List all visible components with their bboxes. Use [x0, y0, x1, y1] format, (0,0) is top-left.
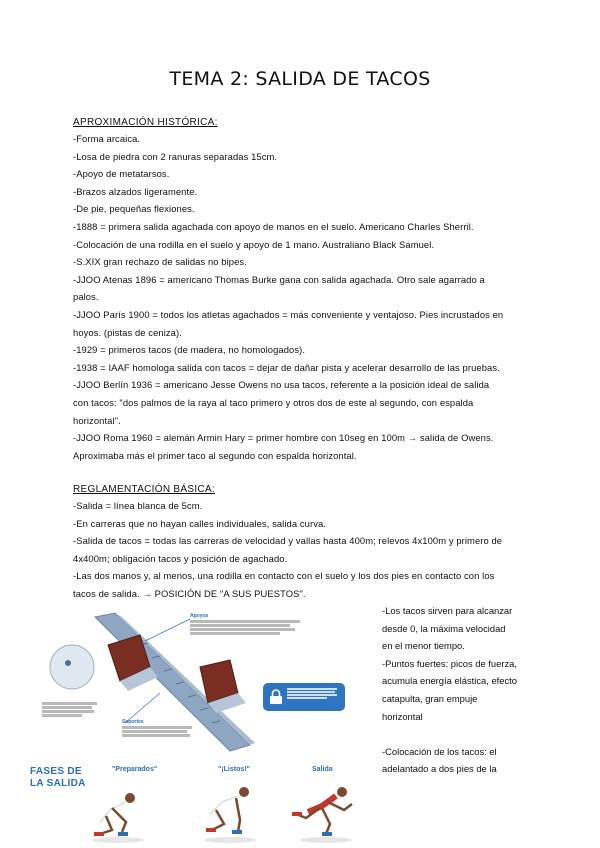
- text-line: -Brazos alzados ligeramente.: [73, 185, 198, 197]
- text-line: -Salida de tacos = todas las carreras de velocidad y vallas hasta 400m; relevos 4x100m y primero de: [73, 535, 503, 547]
- text-line: -1929 = primeros tacos (de madera, no homologados).: [73, 344, 306, 356]
- athlete-listos: [204, 787, 256, 843]
- text-line: tacos de salida. → POSICIÓN DE "A SUS PUESTOS".: [73, 587, 306, 599]
- text-line: -1938 = IAAF homologa salida con tacos = dejar de dañar pista y acelerar desarrollo de las pruebas.: [73, 361, 500, 373]
- text-line: -Salida = línea blanca de 5cm.: [73, 500, 203, 511]
- text-line: -Las dos manos y, al menos, una rodilla en contacto con el suelo y los dos pies en contacto con los: [73, 570, 495, 582]
- phases-title-line1: FASES DE: [30, 766, 82, 777]
- right-column-text: [382, 602, 542, 778]
- phases-title-line2: LA SALIDA: [30, 778, 86, 789]
- text-line: -En carreras que no hayan calles individuales, salida curva.: [73, 517, 327, 529]
- text-line: -JJOO París 1900 = todos los atletas agachados = más conveniente y ventajoso. Pies incrustados en: [73, 308, 504, 320]
- phase-label-salida: Salida: [312, 766, 333, 773]
- text-line: -Apoyo de metatarsos.: [73, 168, 170, 180]
- text-line: Aproximaba más el primer taco al segundo con espalda horizontal.: [73, 449, 357, 461]
- athlete-phases-illustration: [30, 762, 375, 848]
- text-line: -Los tacos sirven para alcanzar: [382, 605, 513, 616]
- section-historical-body: [73, 130, 533, 464]
- text-line: con tacos: "dos palmos de la raya al taco primero y otros dos de este al segundo, con espalda: [73, 396, 474, 408]
- text-line: desde 0, la máxima velocidad: [382, 622, 506, 634]
- text-line: -S.XIX gran rechazo de salidas no bipes.: [73, 256, 247, 268]
- leader-line: [145, 619, 190, 641]
- section-heading-regulation: REGLAMENTACIÓN BÁSICA:: [73, 484, 215, 495]
- detail-bolt-icon: [65, 660, 71, 666]
- text-line: hoyos. (pistas de ceniza).: [73, 326, 182, 338]
- text-line: catapulta, gran empuje: [382, 692, 478, 704]
- text-line: -JJOO Roma 1960 = alemán Armin Hary = primer hombre con 10seg en 100m → salida de Owens.: [73, 432, 494, 444]
- phase-label-preparados: "Preparados": [112, 766, 158, 773]
- annotation-label-soportes: Soportes: [122, 719, 144, 725]
- phase-label-listos: "¡Listos!": [218, 766, 250, 773]
- annotation-text-placeholder: [122, 726, 242, 737]
- start-phases-figure: [30, 762, 375, 848]
- annotation-top: [190, 613, 310, 636]
- callout-text-placeholder: [287, 687, 341, 700]
- text-line: horizontal: [382, 710, 423, 722]
- section-heading-historical: APROXIMACIÓN HISTÓRICA:: [73, 117, 218, 128]
- annotation-bottom: [122, 719, 242, 738]
- text-line: -Forma arcaica.: [73, 133, 141, 144]
- text-line: -Puntos fuertes: picos de fuerza,: [382, 657, 517, 669]
- annotation-label-apoyos: Apoyos: [190, 613, 209, 619]
- text-line: -1888 = primera salida agachada con apoyo de manos en el suelo. Americano Charles Sherril.: [73, 220, 474, 232]
- annotation-text-placeholder: [190, 620, 310, 635]
- text-line: -Losa de piedra con 2 ranuras separadas 15cm.: [73, 150, 278, 162]
- text-line: 4x400m; obligación tacos y posición de agachado.: [73, 552, 288, 564]
- text-line: [382, 725, 542, 743]
- text-line: en el menor tiempo.: [382, 640, 465, 652]
- text-line: horizontal".: [73, 414, 121, 426]
- info-callout: [263, 683, 345, 711]
- section-regulation-body: [73, 497, 533, 603]
- text-line: -JJOO Atenas 1896 = americano Thomas Burke gana con salida agachada. Otro sale agarrado a: [73, 273, 485, 285]
- text-line: -JJOO Berlín 1936 = americano Jesse Owens no usa tacos, referente a la posición ideal de salida: [73, 379, 490, 391]
- lock-icon: [269, 689, 283, 705]
- text-line: -Colocación de los tacos: el: [382, 745, 497, 757]
- annotation-left: [42, 701, 102, 718]
- text-line: -Colocación de una rodilla en el suelo y apoyo de 1 mano. Australiano Black Samuel.: [73, 238, 435, 250]
- athlete-salida: [292, 787, 352, 843]
- detail-zoom-circle: [50, 645, 94, 689]
- text-line: palos.: [73, 291, 99, 303]
- athlete-preparados: [92, 793, 144, 843]
- text-line: acumula energía elástica, efecto: [382, 675, 517, 687]
- starting-blocks-figure: [40, 605, 375, 760]
- text-line: -De pie, pequeñas flexiones.: [73, 203, 195, 215]
- page-title: TEMA 2: SALIDA DE TACOS: [169, 68, 431, 90]
- text-line: adelantado a dos pies de la: [382, 763, 497, 775]
